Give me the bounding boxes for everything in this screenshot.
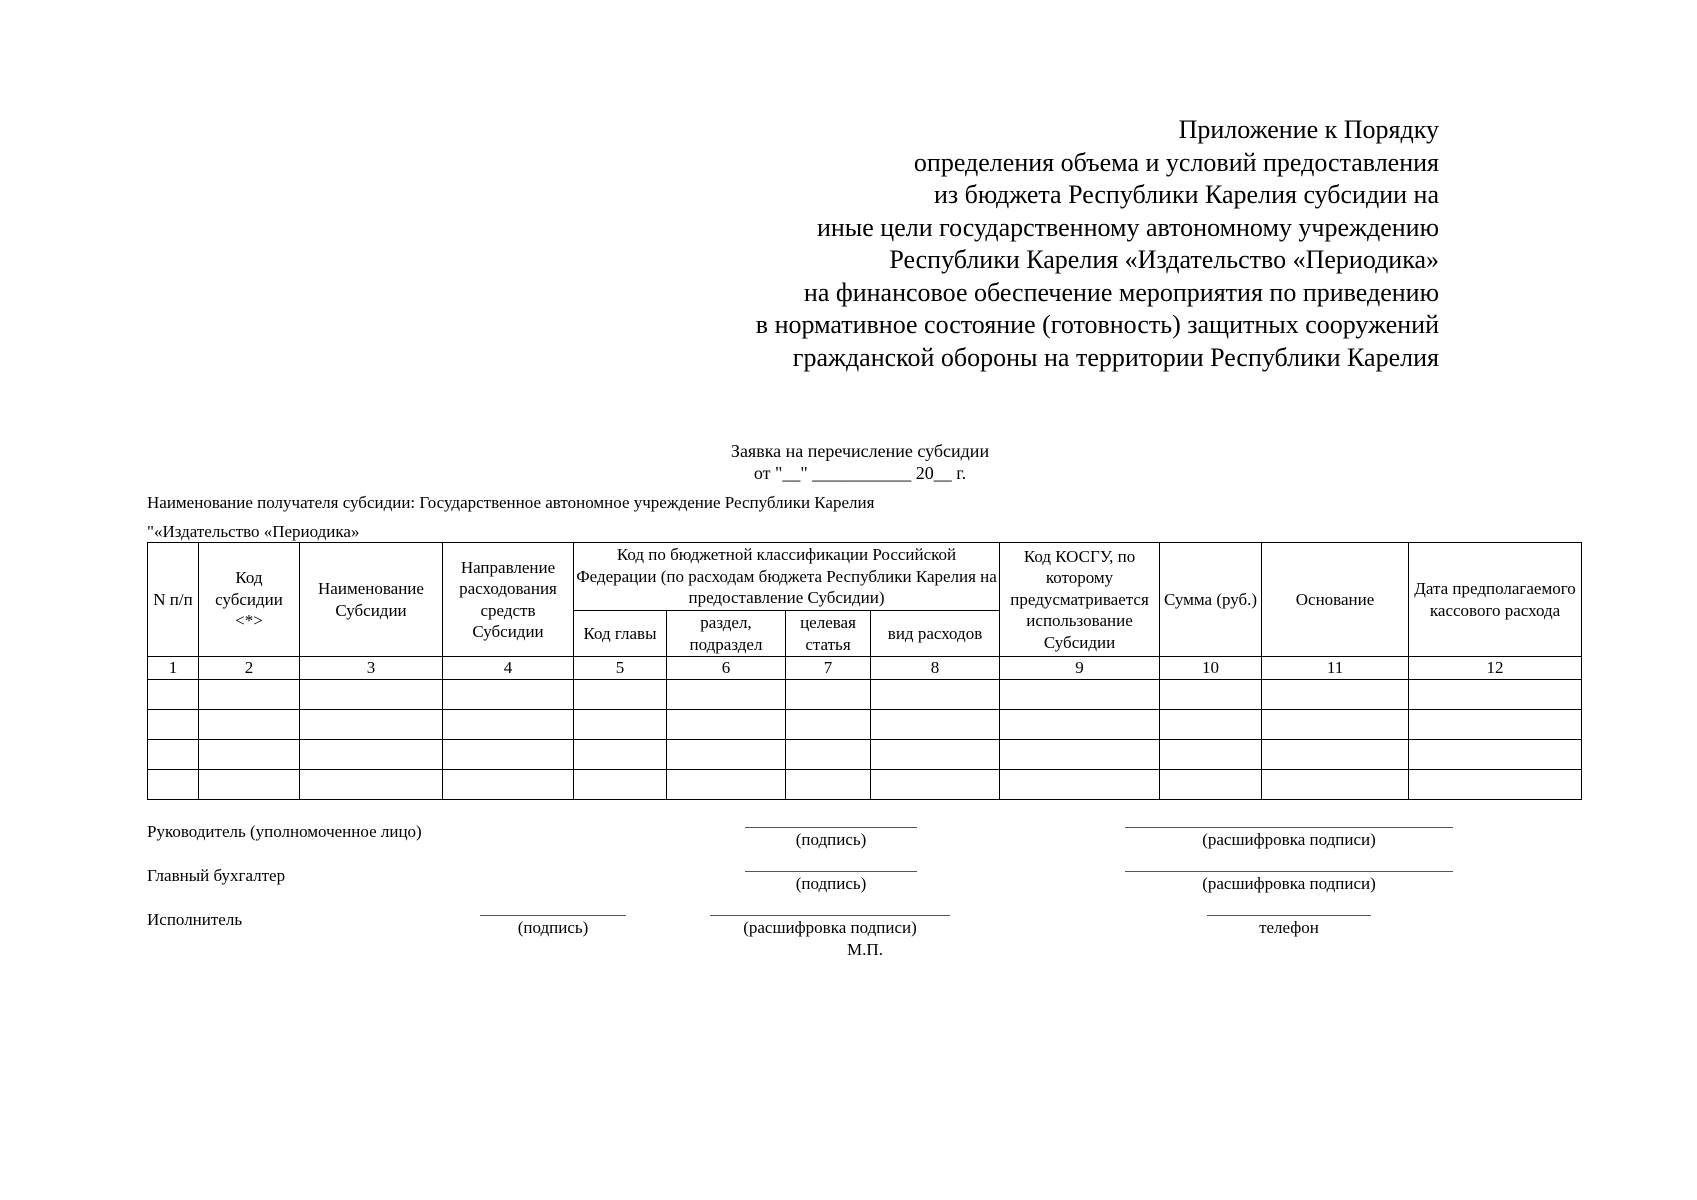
table-cell[interactable]: [1000, 740, 1160, 770]
table-cell[interactable]: [786, 770, 871, 800]
chief-accountant-label: Главный бухгалтер: [147, 866, 286, 885]
header-kosgu: Код КОСГУ, по которому предусматривается использование Субсидии: [1000, 543, 1160, 657]
executor-phone-caption: телефон: [1259, 918, 1319, 937]
appendix-line: иные цели государственному автономному учреждению: [816, 212, 1439, 242]
table-cell[interactable]: [574, 770, 667, 800]
table-cell[interactable]: [443, 740, 574, 770]
table-cell[interactable]: [199, 770, 300, 800]
head-signature-line[interactable]: [745, 827, 917, 828]
table-cell[interactable]: [1262, 710, 1409, 740]
column-number: 6: [667, 657, 786, 680]
column-number: 2: [199, 657, 300, 680]
table-header-row: [148, 543, 1582, 611]
table-cell[interactable]: [1160, 770, 1262, 800]
appendix-line: определения объема и условий предоставления: [913, 147, 1439, 177]
table-cell[interactable]: [1000, 680, 1160, 710]
table-cell[interactable]: [786, 710, 871, 740]
header-sum: Сумма (руб.): [1160, 543, 1262, 657]
table-cell[interactable]: [300, 770, 443, 800]
appendix-line: Приложение к Порядку: [1178, 115, 1439, 144]
table-cell[interactable]: [1000, 710, 1160, 740]
column-number: 9: [1000, 657, 1160, 680]
head-label: Руководитель (уполномоченное лицо): [147, 822, 422, 841]
table-cell[interactable]: [1409, 710, 1582, 740]
table-cell[interactable]: [1409, 680, 1582, 710]
table-cell[interactable]: [148, 680, 199, 710]
table-cell[interactable]: [786, 740, 871, 770]
executor-decoding-caption: (расшифровка подписи): [743, 918, 917, 937]
appendix-line: в нормативное состояние (готовность) защитных сооружений: [755, 310, 1439, 339]
executor-signature-line[interactable]: [480, 915, 626, 916]
appendix-line: из бюджета Республики Карелия субсидии на: [933, 180, 1439, 209]
head-decoding-line[interactable]: [1125, 827, 1453, 828]
header-subsidy-code: Код субсидии <*>: [199, 543, 300, 657]
appendix-line: Республики Карелия «Издательство «Периодика»: [889, 245, 1439, 274]
table-cell[interactable]: [300, 680, 443, 710]
chief-accountant-decoding-caption: (расшифровка подписи): [1202, 874, 1376, 893]
chief-accountant-signature-line[interactable]: [745, 871, 917, 872]
column-number: 11: [1262, 657, 1409, 680]
table-cell[interactable]: [300, 710, 443, 740]
recipient-line: Наименование получателя субсидии: Государственное автономное учреждение Республики Карелия: [147, 493, 875, 512]
appendix-line: на финансовое обеспечение мероприятия по приведению: [803, 277, 1439, 307]
form-title-text: Заявка на перечисление субсидии: [730, 441, 990, 461]
column-number: 12: [1409, 657, 1582, 680]
table-cell[interactable]: [148, 710, 199, 740]
table-cell[interactable]: [199, 680, 300, 710]
executor-label: Исполнитель: [147, 910, 243, 929]
form-title: [0, 440, 1697, 484]
table-cell[interactable]: [1160, 740, 1262, 770]
executor-signature-caption: (подпись): [517, 918, 589, 937]
table-cell[interactable]: [871, 740, 1000, 770]
table-cell[interactable]: [443, 710, 574, 740]
table-cell[interactable]: [574, 680, 667, 710]
column-number-row: [148, 657, 1582, 680]
chief-accountant-signature-caption: (подпись): [795, 874, 867, 893]
table-cell[interactable]: [667, 680, 786, 710]
table-cell[interactable]: [574, 710, 667, 740]
table-cell[interactable]: [199, 710, 300, 740]
appendix-line: гражданской обороны на территории Республики Карелия: [792, 342, 1439, 372]
column-number: 7: [786, 657, 871, 680]
column-number: 1: [148, 657, 199, 680]
table-cell[interactable]: [300, 740, 443, 770]
head-decoding-caption: (расшифровка подписи): [1202, 830, 1376, 849]
table-row: [148, 710, 1582, 740]
subheader-chapter-code: Код главы: [574, 611, 667, 657]
table-row: [148, 770, 1582, 800]
table-cell[interactable]: [199, 740, 300, 770]
table-cell[interactable]: [148, 770, 199, 800]
column-number: 3: [300, 657, 443, 680]
column-number: 5: [574, 657, 667, 680]
table-row: [148, 680, 1582, 710]
stamp-place: М.П.: [847, 940, 883, 959]
subheader-section: раздел, подраздел: [667, 611, 786, 657]
header-spending-direction: Направление расходования средств Субсидии: [443, 543, 574, 657]
table-cell[interactable]: [871, 680, 1000, 710]
subsidy-request-table: [147, 542, 1582, 800]
header-number: N п/п: [148, 543, 199, 657]
head-signature-caption: (подпись): [795, 830, 867, 849]
column-number: 4: [443, 657, 574, 680]
table-cell[interactable]: [1160, 710, 1262, 740]
table-cell[interactable]: [1262, 740, 1409, 770]
chief-accountant-decoding-line[interactable]: [1125, 871, 1453, 872]
table-cell[interactable]: [443, 770, 574, 800]
table-cell[interactable]: [574, 740, 667, 770]
header-basis: Основание: [1262, 543, 1409, 657]
table-cell[interactable]: [1160, 680, 1262, 710]
table-cell[interactable]: [667, 740, 786, 770]
table-cell[interactable]: [148, 740, 199, 770]
column-number: 10: [1160, 657, 1262, 680]
table-cell[interactable]: [871, 770, 1000, 800]
header-subsidy-name: Наименование Субсидии: [300, 543, 443, 657]
table-cell[interactable]: [667, 770, 786, 800]
table-cell[interactable]: [1409, 740, 1582, 770]
table-cell[interactable]: [1000, 770, 1160, 800]
header-budget-classification: Код по бюджетной классификации Российской Федерации (по расходам бюджета Республики Карелия на предоставление Субсидии): [574, 543, 1000, 611]
appendix-header: [539, 114, 1439, 374]
column-number: 8: [871, 657, 1000, 680]
table-cell[interactable]: [1409, 770, 1582, 800]
table-cell[interactable]: [667, 710, 786, 740]
header-expense-date: Дата предполагаемого кассового расхода: [1409, 543, 1582, 657]
executor-decoding-line[interactable]: [710, 915, 950, 916]
table-cell[interactable]: [443, 680, 574, 710]
recipient-line-continued: "«Издательство «Периодика»: [147, 522, 360, 541]
subheader-expense-type: вид расходов: [871, 611, 1000, 657]
table-cell[interactable]: [1262, 770, 1409, 800]
table-cell[interactable]: [871, 710, 1000, 740]
form-date-line: от "__" ___________ 20__ г.: [753, 463, 967, 483]
executor-phone-line[interactable]: [1207, 915, 1371, 916]
subheader-target-article: целевая статья: [786, 611, 871, 657]
table-cell[interactable]: [1262, 680, 1409, 710]
table-row: [148, 740, 1582, 770]
table-cell[interactable]: [786, 680, 871, 710]
